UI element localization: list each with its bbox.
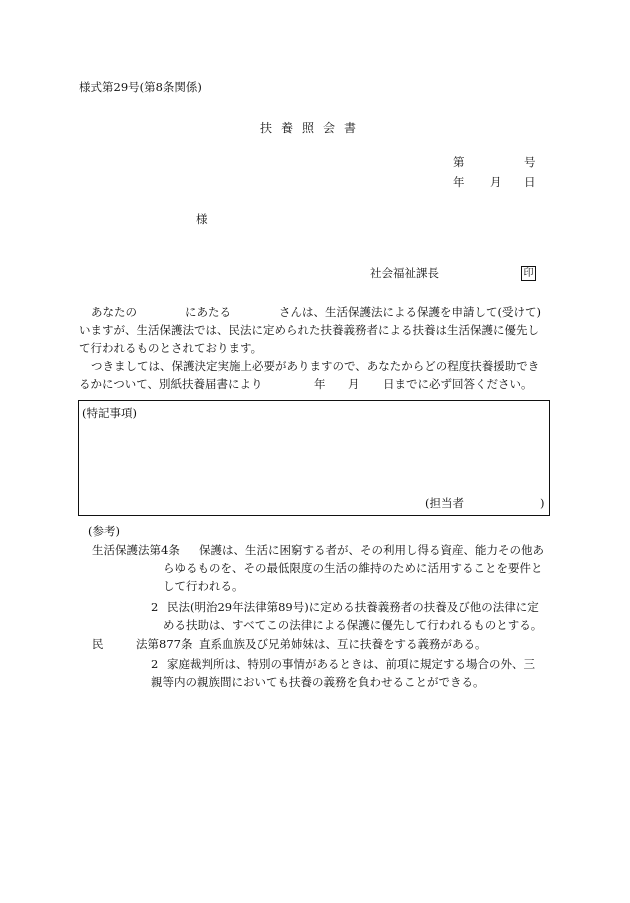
law2-para2-line2: 親等内の親族間においても扶養の義務を負わせることができる。 — [151, 675, 485, 689]
law1-line2: らゆるものを、その最低限度の生活の維持のために活用することを要件と — [163, 561, 543, 575]
law2-line1: 直系血族及び兄弟姉妹は、互に扶養をする義務がある。 — [199, 637, 487, 651]
body-p2-line1: つきましては、保護決定実施上必要がありますので、あなたからどの程度扶養援助でき — [91, 359, 540, 373]
law2-name: 法第877条 — [136, 637, 193, 651]
body-p2-line2-b: 日までに必ず回答ください。 — [383, 377, 533, 391]
reference-label: (参考) — [88, 524, 120, 538]
law1-line3: して行われる。 — [163, 579, 244, 593]
remarks-label: (特記事項) — [82, 406, 137, 420]
law1-name: 生活保護法第4条 — [92, 543, 180, 557]
number-label-dai: 第 — [453, 155, 465, 169]
body-p1-line3: て行われるものとされております。 — [79, 341, 263, 355]
body-p1-b: にあたる — [185, 305, 231, 319]
law1-para2-line1: 民法(明治29年法律第89号)に定める扶養義務者の扶養及び他の法律に定 — [167, 600, 539, 614]
form-number: 様式第29号(第8条関係) — [79, 80, 202, 94]
body-p2-line2-a: るかについて、別紙扶養届書により — [79, 377, 263, 391]
tantousha-label: (担当者 — [425, 496, 464, 510]
number-label-go: 号 — [524, 155, 536, 169]
date-day-label: 日 — [524, 175, 536, 189]
law1-para2-number: 2 — [151, 600, 159, 614]
sender-title: 社会福祉課長 — [370, 266, 439, 280]
law2-min: 民 — [92, 637, 104, 651]
body-p2-year: 年 — [314, 377, 326, 391]
law1-line1: 保護は、生活に困窮する者が、その利用し得る資産、能力その他あ — [199, 543, 544, 557]
body-p1-line2: いますが、生活保護法では、民法に定められた扶養義務者による扶養は生活保護に優先し — [79, 323, 539, 337]
date-year-label: 年 — [453, 175, 465, 189]
law2-para2-number: 2 — [151, 657, 159, 671]
law1-para2-line2: める扶助は、すべてこの法律による保護に優先して行われるものとする。 — [163, 618, 543, 632]
tantousha-close: ) — [540, 496, 545, 510]
seal-mark: 印 — [521, 266, 536, 281]
addressee-sama: 様 — [196, 212, 208, 226]
date-month-label: 月 — [490, 175, 502, 189]
body-p2-month: 月 — [348, 377, 360, 391]
remarks-box[interactable] — [78, 400, 550, 516]
body-p1-c: さんは、生活保護法による保護を申請して(受けて) — [279, 305, 541, 319]
law2-para2-line1: 家庭裁判所は、特別の事情があるときは、前項に規定する場合の外、三 — [167, 657, 535, 671]
body-p1-a: あなたの — [91, 305, 137, 319]
document-title: 扶養照会書 — [260, 121, 366, 135]
